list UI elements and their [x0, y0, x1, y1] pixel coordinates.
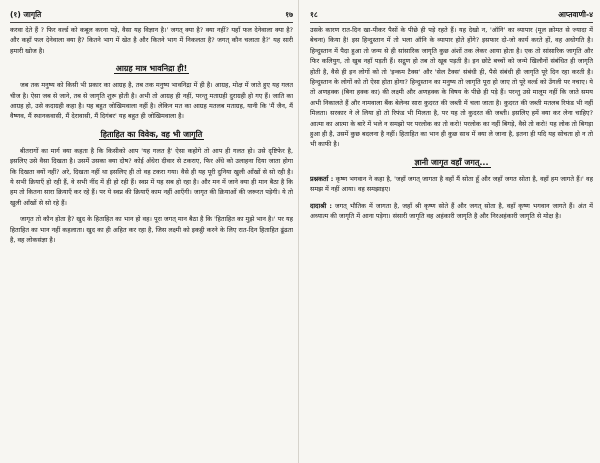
questioner-label: प्रश्नकर्ता :	[310, 174, 334, 183]
left-page-number: १७	[285, 10, 293, 19]
right-paragraph-1: उसके कारण रात-दिन खा-पीकर पैसों के पीछे ही पड़े रहते हैं। यह देखो न, 'ऑनि' का व्यापार (मूल क्रोमत से ज्यादा में बेचना) किया है! इस हिन्दुस्तान में तो भला ऑनि के व्यापार होते होंगे? इसफार दो-जो कार्य करते हों, वह अधोगति है। हिन्दुस्तान में पैदा हुआ तो जन्म से ही सांसारिक जागृति कुछ अंशों तक लेकर आया होता है। एक तो सांसारिक जागृति और फिर कलियुग, तो खुब नहाँ पड़ती हैं। सद्गुण हो तब तो खूब पड़ती है। इन छोटे बच्चों को जन्मे खिलौनों संबंधित ही जागृति होती है, वैसे ही इन लोगों को तो 'इन्कम टैक्स' और 'सेल टैक्स' संबंधी ही, पैसे संबंधी ही जागृति पूरे दिन रहा करती है। हिन्दुस्तान के लोगों को तो ऐसा होता होगा? हिन्दुस्तान का मनुष्य तो जागृति पूरा हो जाए तो पूरे वर्ल्ड को उँगली पर नचाए। ये तो अणहक्क (बिना हक्क का) की लक्ष्मी और अणहक्क के विषय के पीछे ही पड़े हैं। परन्तु उसे मालूम नहीं कि जाते समय अभी निकालते हैं और नामवाला बैंक बेलेन्स सारा कुदरत की जब्ती में चला जाता है। कुदरत की जब्ती मतलब रिफंड भी नहीं मिलता। सरकार ने ले लिया हो तो रिफंड भी मिलता है, पर यह तो कुदरत की जब्ती। इसलिए हमें क्या कर लेना चाहिए? आत्मा का आत्मा के बारे में भले न समझो पर परलोक का तो करो! परलोक का नहीं बिगड़े, वैसे तो करो! यह लोक तो बिगड़ा हुआ ही है, उसमें कुछ बदलना है नहीं। हिताहित का भान ही कुछ साथ में क्या ले जाना है, इतना ही यदि यह सोचता हो न तो भी काफी है।	[310, 26, 593, 149]
right-page	[310, 0, 593, 463]
left-paragraph-1: करवा देते हैं ? फिर वर्ल्ड को कबूल करना पड़े, वैसा यह विज्ञान है।' जगत् क्या है? क्या नहीं? यहाँ फल देनेवाला क्या है? और कहाँ फल देनेवाला क्या है? कितने भाग में खेत है और कितने भाग में निकलता है? जगत् कौन चलाता है?' यह सारी हमारी खोज है।	[10, 26, 293, 55]
right-header-title: आप्तवाणी-४	[558, 10, 593, 19]
answer-text: जगत् भौतिक में जागता है, जहाँ श्री कृष्ण सोते हैं और जगत् सोता है, वहाँ कृष्ण भगवान जागते हैं। अंत में अध्यात्म की जागृति में आना पड़ेगा। संसारी जागृति वह अहंकारी जागृति है और निरअहंकारी जागृति से मोक्ष है।	[310, 201, 593, 221]
left-paragraph-2: जब तक मनुष्य को किसी भी प्रकार का आग्रह है, तब तक मनुष्य भावनिद्रा में ही है। आग्रह, मोक्ष में जाते हुए यह गलत चीज है। ऐसा जब से जाने, तब से जागृति शुरू होती है। अभी तो आग्रह ही नहीं, परन्तु मताग्रही दुराग्रही हो गए हैं। जाति का आग्रह हो, उसे कदाग्रही कहा है। यह बहुत जोखिमवाला नहीं है। लेकिन मत का आग्रह मतलब मताग्रह, यानी कि 'मैं जैन, मैं वैष्णव, मैं स्थानकवासी, मैं देरावासी, मैं दिगंबर' यह बहुत ही जोखिमवाला है।	[10, 81, 293, 121]
right-page-number: १८	[310, 10, 318, 19]
right-heading-1: ज्ञानी जागृत वहाँ जगत्...	[414, 157, 489, 167]
left-heading-2: हिताहित का विवेक, वह भी जागृति	[100, 129, 203, 139]
dadashri-label: दादाश्री :	[310, 201, 332, 210]
question-paragraph	[310, 174, 593, 195]
left-page	[10, 0, 293, 463]
left-paragraph-4: जागृत तो कौन होता है? खुद के हिताहित का भान हो वह। पूरा जगत् मान बैठा है कि 'हिताहित का मुझे भान है।' पर यह हिताहित का भान नहीं कहलाता। खुद का ही अहित कर रहा है, जिस लक्ष्मी को इकट्ठी करने के लिए रात-दिन हिताहित ढूंढता है, वह लोकसंज्ञा है।	[10, 215, 293, 245]
left-running-header	[10, 8, 293, 23]
question-text: कृष्ण भगवान ने कहा है, 'जहाँ जगत् जागता है वहाँ मैं सोता हूँ और जहाँ जगत सोता है, वहाँ हम जागते हैं।' वह समझ में नहीं आया। वह समझाइए।	[310, 174, 593, 194]
left-header-title: (१) जागृति	[10, 10, 42, 19]
right-running-header	[310, 8, 593, 23]
book-gutter	[298, 0, 299, 463]
left-paragraph-3: बीतरागों का मार्ग क्या कहता है कि किसीको आप 'यह गलत है' ऐसा कहोगे तो आप ही गलत हो। उसे दृष्टिफेर है, इसलिए उसे वैसा दिखता है। उसमें उसका क्या दोष? कोई अँधेरा दीवार से टकराए, फिर अँधे को उलाहना दिया जाता होगा कि दिखता क्यों नहीं? अरे, दिखता नहीं था इसलिए ही तो वह टकरा गया। वैसे ही यह पूरी दुनिया खुली आँखों से सो रही है। ये सभी क्रियाएँ हो रही हैं, वे सभी नींद में ही हो रही हैं। स्वप्न में यह सब हो रहा है। और मन में जाने क्या ही मान बैठा है कि हम तो कितना सारा क्रियाएँ कर रहे हैं। पर ये स्वप्न की क्रियाएँ काम नहीं आएँगी। जागृत की क्रियाओं की जरूरत पड़ेगी। ये तो खुली आँखों से सो रहे हैं।	[10, 146, 293, 207]
left-heading-1: आग्रह मात्र भावनिद्रा ही!	[115, 64, 188, 74]
answer-paragraph	[310, 201, 593, 222]
